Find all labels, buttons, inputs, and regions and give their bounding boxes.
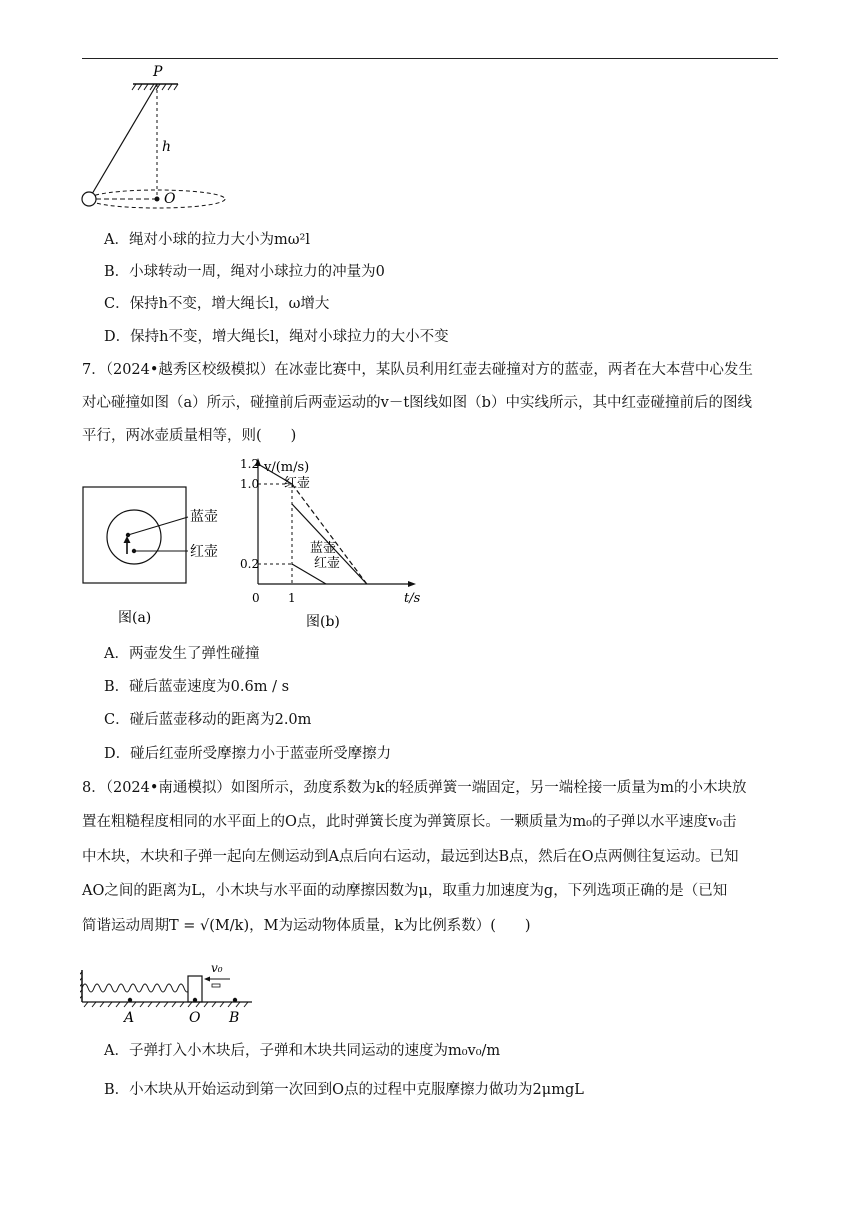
q7-option-a: A．两壶发生了弹性碰撞 — [104, 646, 260, 662]
spring-block-figure — [80, 958, 280, 1030]
q7-option-c: C．碰后蓝壶移动的距离为2.0m — [104, 712, 312, 728]
label-o: O — [164, 191, 176, 207]
figure-b-caption: 图(b) — [306, 614, 340, 630]
q7-option-b: B．碰后蓝壶速度为0.6m / s — [104, 679, 290, 695]
q6-option-c: C．保持h不变，增大绳长l，ω增大 — [104, 296, 330, 312]
figure-a-caption: 图(a) — [118, 610, 152, 626]
vt-chart — [236, 454, 436, 636]
x-tick-label-1: 1 — [288, 591, 296, 605]
series-label-0: 红壶 — [284, 476, 311, 491]
label-blue-stone: 蓝壶 — [190, 509, 218, 525]
series-label-1: 红壶 — [314, 556, 341, 571]
label-red-stone: 红壶 — [190, 544, 218, 560]
q8-option-a: A．子弹打入小木块后，子弹和木块共同运动的速度为m₀v₀/m — [104, 1043, 501, 1059]
label-h: h — [162, 139, 172, 155]
label-o-point: O — [189, 1010, 201, 1026]
q6-option-a: A．绳对小球的拉力大小为mω²l — [104, 232, 310, 248]
y-tick-label-1: 1.0 — [240, 477, 260, 491]
q6-option-b: B．小球转动一周，绳对小球拉力的冲量为0 — [104, 264, 385, 280]
x-axis-arrow — [408, 581, 416, 587]
q8-stem-line-1: 8．（2024•南通模拟）如图所示，劲度系数为k的轻质弹簧一端固定，另一端栓接一质量为m的小木块放 — [82, 780, 747, 796]
q8-stem-line-4: AO之间的距离为L，小木块与水平面的动摩擦因数为μ，取重力加速度为g，下列选项正确的是（已知 — [82, 883, 728, 899]
label-b: B — [229, 1010, 240, 1026]
x-tick-label-0: 0 — [252, 591, 260, 605]
q8-stem-line-5: 简谐运动周期T = √(M/k)，M为运动物体质量，k为比例系数）( ) — [82, 918, 531, 934]
curling-house-figure — [80, 484, 240, 630]
q7-stem-line-2: 对心碰撞如图（a）所示，碰撞前后两壶运动的v－t图线如图（b）中实线所示，其中红壶碰撞前后的图线 — [82, 395, 752, 411]
q8-option-b: B．小木块从开始运动到第一次回到O点的过程中克服摩擦力做功为2μmgL — [104, 1082, 584, 1098]
y-tick-label-0: 1.2 — [240, 457, 260, 471]
header-rule — [82, 58, 778, 59]
label-v0: v₀ — [211, 961, 223, 975]
q8-stem-line-3: 中木块，木块和子弹一起向左侧运动到A点后向右运动，最远到达B点，然后在O点两侧往复运动。已知 — [82, 849, 739, 865]
y-axis-label: v/(m/s) — [264, 460, 310, 475]
conical-pendulum-figure — [78, 62, 238, 212]
q7-stem-line-3: 平行，两冰壶质量相等，则( ) — [82, 428, 297, 444]
series-label-2: 蓝壶 — [310, 541, 337, 556]
x-axis-label: t/s — [404, 591, 421, 606]
label-a: A — [124, 1010, 135, 1026]
label-p: P — [153, 64, 163, 80]
y-tick-label-2: 0.2 — [240, 557, 260, 571]
q8-stem-line-2: 置在粗糙程度相同的水平面上的O点，此时弹簧长度为弹簧原长。一颗质量为m₀的子弹以水平速度v₀击 — [82, 814, 737, 830]
q7-option-d: D．碰后红壶所受摩擦力小于蓝壶所受摩擦力 — [104, 746, 392, 762]
q7-stem-line-1: 7．（2024•越秀区校级模拟）在冰壶比赛中，某队员利用红壶去碰撞对方的蓝壶，两者在大本营中心发生 — [82, 362, 753, 378]
q6-option-d: D．保持h不变，增大绳长l，绳对小球拉力的大小不变 — [104, 329, 449, 345]
